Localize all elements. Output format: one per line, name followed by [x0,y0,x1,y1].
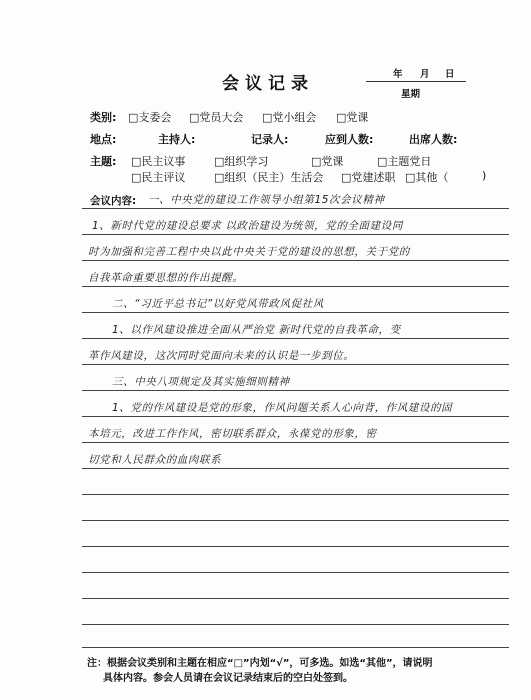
theme-option-democratic-discussion[interactable]: □民主议事 [131,155,186,168]
ruled-line [82,208,509,209]
ruled-line [82,234,509,235]
date-year: 年 [393,69,403,80]
theme-option-party-lecture[interactable]: □党课 [311,155,344,168]
content-line: 革作风建设，这次同时党面向未来的认识是一步到位。 [88,350,355,362]
category-option-branch-committee[interactable]: □支委会 [128,111,172,124]
ruled-line [82,546,509,547]
ruled-line [82,494,509,495]
theme-label: 主题: [90,155,117,168]
present-count-label: 出席人数: [409,133,458,146]
content-line: 自我革命重要思想的作出提醒。 [88,272,244,284]
ruled-line [82,286,509,287]
theme-option-life-meeting[interactable]: □组织（民主）生活会 [214,171,324,184]
footer-note-line2: 具体内容。参会人员请在会议记录结束后的空白处签到。 [103,673,353,684]
ruled-line [82,624,509,625]
theme-option-other[interactable]: □其他（ [405,171,449,184]
theme-option-theme-day[interactable]: □主题党日 [377,155,432,168]
ruled-line [82,572,509,573]
content-line: 本培元，改进工作作风，密切联系群众，永葆党的形象，密 [88,428,377,440]
ruled-line [82,468,509,469]
ruled-line [82,390,509,391]
content-label: 会议内容: [90,195,137,207]
category-label: 类别: [90,111,117,124]
ruled-line [82,442,509,443]
category-option-party-congress[interactable]: □党员大会 [189,111,244,124]
ruled-line [82,416,509,417]
ruled-line [82,260,509,261]
ruled-line [82,598,509,599]
content-line: 时为加强和完善工程中央以此中央关于党的建设的思想，关于党的 [88,246,410,258]
theme-option-work-report[interactable]: □党建述职 [341,171,396,184]
content-line: 一、中央党的建设工作领导小组第15次会议精神 [148,194,385,206]
expected-count-label: 应到人数: [325,133,374,146]
date-weekday: 星期 [401,89,421,100]
host-label: 主持人: [158,133,196,146]
theme-option-organized-study[interactable]: □组织学习 [214,155,269,168]
content-line: 三、中央八项规定及其实施细则精神 [112,376,290,388]
theme-other-close: ) [482,169,487,182]
date-day: 日 [445,69,455,80]
ruled-line [82,520,509,521]
content-line: 1、新时代党的建设总要求 以政治建设为统领，党的全面建设同 [92,220,403,232]
date-month: 月 [420,69,430,80]
content-line: 1、以作风建设推进全面从严治党 新时代党的自我革命，变 [112,324,401,336]
ruled-line [82,364,509,365]
footer-note-line1: 注：根据会议类别和主题在相应“□”内划“√”，可多选。如选“其他”，请说明 [87,658,433,669]
date-underline [366,81,466,82]
category-option-party-lecture[interactable]: □党课 [336,111,369,124]
page-title: 会议记录 [222,74,314,94]
ruled-line [82,647,509,648]
theme-option-democratic-review[interactable]: □民主评议 [131,171,186,184]
content-line: 切党和人民群众的血肉联系 [88,454,222,466]
content-line: 1、党的作风建设是党的形象，作风问题关系人心向背，作风建设的固 [112,402,453,414]
content-line: 二、“习近平总书记”以好党风带政风促社风 [112,298,324,310]
category-option-party-group[interactable]: □党小组会 [262,111,317,124]
recorder-label: 记录人: [251,133,289,146]
ruled-line [82,312,509,313]
location-label: 地点: [90,133,117,146]
ruled-line [82,338,509,339]
